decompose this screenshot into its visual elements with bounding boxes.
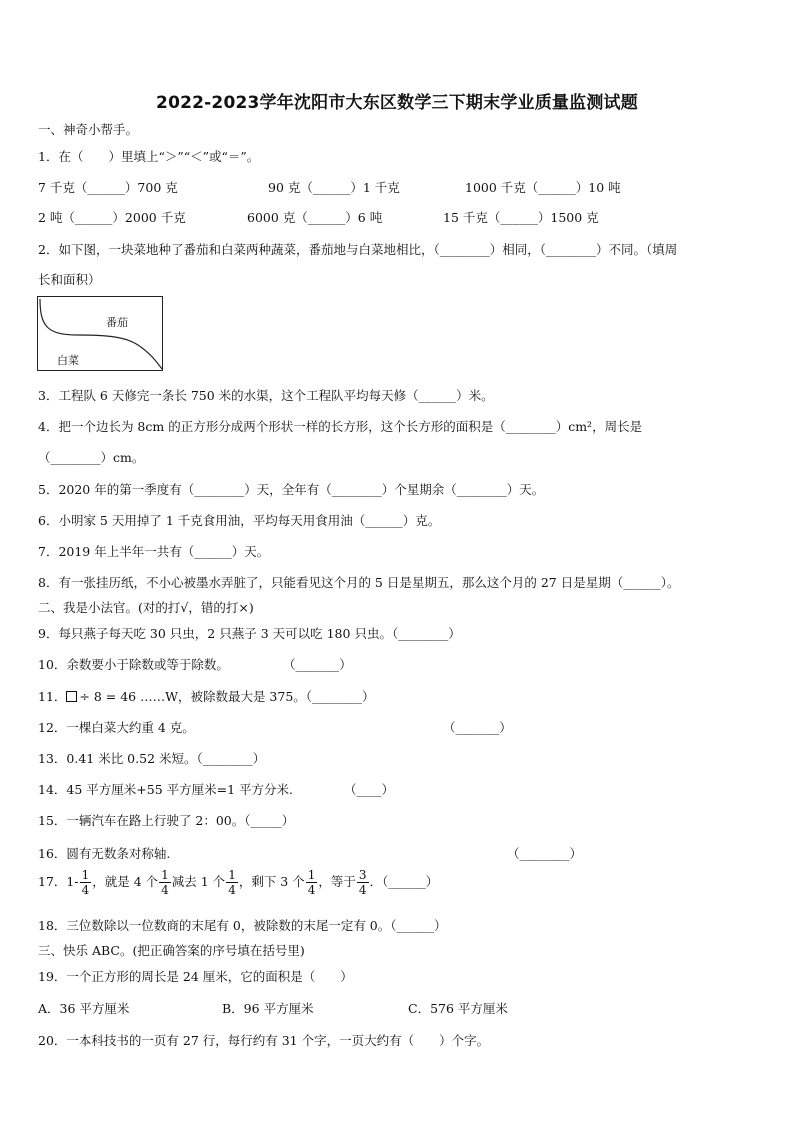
- fraction-three-quarters: $\frac{3}{4}$: [358, 868, 367, 897]
- question-1: 1．在（ ）里填上“＞”“＜”或“＝”。: [38, 149, 260, 164]
- section-heading-3: 三、快乐 ABC。(把正确答案的序号填在括号里): [38, 943, 305, 958]
- question-12: 12．一棵白菜大约重 4 克。: [38, 720, 195, 735]
- q17-text: ，等于: [318, 874, 356, 889]
- question-8: 8．有一张挂历纸，不小心被墨水弄脏了，只能看见这个月的 5 日是星期五，那么这个月的 27 日是星期（______）。: [38, 575, 680, 590]
- question-2: 2．如下图，一块菜地种了番茄和白菜两种蔬菜，番茄地与白菜地相比，（________）相同，（________）不同。（填周: [38, 242, 678, 257]
- question-9: 9．每只燕子每天吃 30 只虫，2 只燕子 3 天可以吃 180 只虫。（________）: [38, 626, 461, 641]
- option-b: B．96 平方厘米: [222, 1001, 314, 1016]
- question-10: 10．余数要小于除数或等于除数。: [38, 657, 229, 672]
- q1-item: 2 吨（______）2000 千克: [38, 210, 186, 225]
- answer-blank: （________）: [507, 846, 583, 861]
- question-3: 3．工程队 6 天修完一条长 750 米的水渠，这个工程队平均每天修（______）米。: [38, 388, 494, 403]
- tomato-label: 番茄: [106, 316, 128, 329]
- q1-item: 15 千克（______）1500 克: [443, 210, 599, 225]
- question-13: 13．0.41 米比 0.52 米短。（________）: [38, 751, 266, 766]
- question-15: 15．一辆汽车在路上行驶了 2：00。（_____）: [38, 813, 295, 828]
- answer-blank: （_______）: [283, 657, 352, 672]
- answer-blank: （_______）: [443, 720, 512, 735]
- question-11: [38, 687, 375, 705]
- question-11-text: ÷ 8 = 46 ……W，被除数最大是 375。（________）: [79, 689, 375, 704]
- section-heading-1: 一、神奇小帮手。: [38, 122, 139, 137]
- section-heading-2: 二、我是小法官。(对的打√，错的打×): [38, 600, 254, 615]
- question-14: 14．45 平方厘米+55 平方厘米=1 平方分米.: [38, 782, 294, 797]
- cabbage-label: 白菜: [57, 354, 79, 367]
- question-5: 5．2020 年的第一季度有（________）天，全年有（________）个星期余（________）天。: [38, 482, 545, 497]
- question-16: 16．圆有无数条对称轴.: [38, 846, 171, 861]
- q1-item: 1000 千克（______）10 吨: [465, 180, 621, 195]
- question-6: 6．小明家 5 天用掉了 1 千克食用油，平均每天用食用油（______）克。: [38, 513, 441, 528]
- question-2-cont: 长和面积）: [38, 272, 101, 287]
- fraction-one-quarter: $\frac{1}{4}$: [81, 868, 90, 897]
- question-7: 7．2019 年上半年一共有（______）天。: [38, 544, 270, 559]
- q17-text: ，就是 4 个: [92, 874, 159, 889]
- question-number: 11．: [38, 689, 67, 704]
- q17-text: 减去 1 个: [171, 874, 226, 889]
- vegetable-plot-figure: [37, 296, 163, 371]
- question-4-cont: （________）cm。: [38, 450, 145, 465]
- q1-item: 6000 克（______）6 吨: [247, 210, 383, 225]
- fraction-one-quarter: $\frac{1}{4}$: [228, 868, 236, 897]
- question-4: 4．把一个边长为 8cm 的正方形分成两个形状一样的长方形，这个长方形的面积是（________）cm²，周长是: [38, 419, 643, 434]
- question-19: 19．一个正方形的周长是 24 厘米，它的面积是（ ）: [38, 969, 353, 984]
- page-title: 2022-2023学年沈阳市大东区数学三下期末学业质量监测试题: [156, 93, 638, 113]
- q17-text: ，剩下 3 个: [238, 874, 305, 889]
- option-a: A．36 平方厘米: [38, 1001, 130, 1016]
- q1-item: 7 千克（______）700 克: [38, 180, 178, 195]
- q17-text: 17．1-: [38, 874, 79, 889]
- question-18: 18．三位数除以一位数商的末尾有 0，被除数的末尾一定有 0。（______）: [38, 918, 447, 933]
- question-17: [38, 869, 438, 896]
- fraction-one-quarter: $\frac{1}{4}$: [307, 868, 316, 897]
- q17-text: ．（______）: [369, 874, 439, 889]
- option-c: C．576 平方厘米: [408, 1001, 508, 1016]
- fraction-one-quarter: $\frac{1}{4}$: [161, 868, 169, 897]
- question-20: 20．一本科技书的一页有 27 行，每行约有 31 个字，一页大约有（ ）个字。: [38, 1033, 490, 1048]
- q1-item: 90 克（______）1 千克: [268, 180, 400, 195]
- empty-square-icon: [66, 691, 77, 702]
- answer-blank: （____）: [344, 782, 395, 797]
